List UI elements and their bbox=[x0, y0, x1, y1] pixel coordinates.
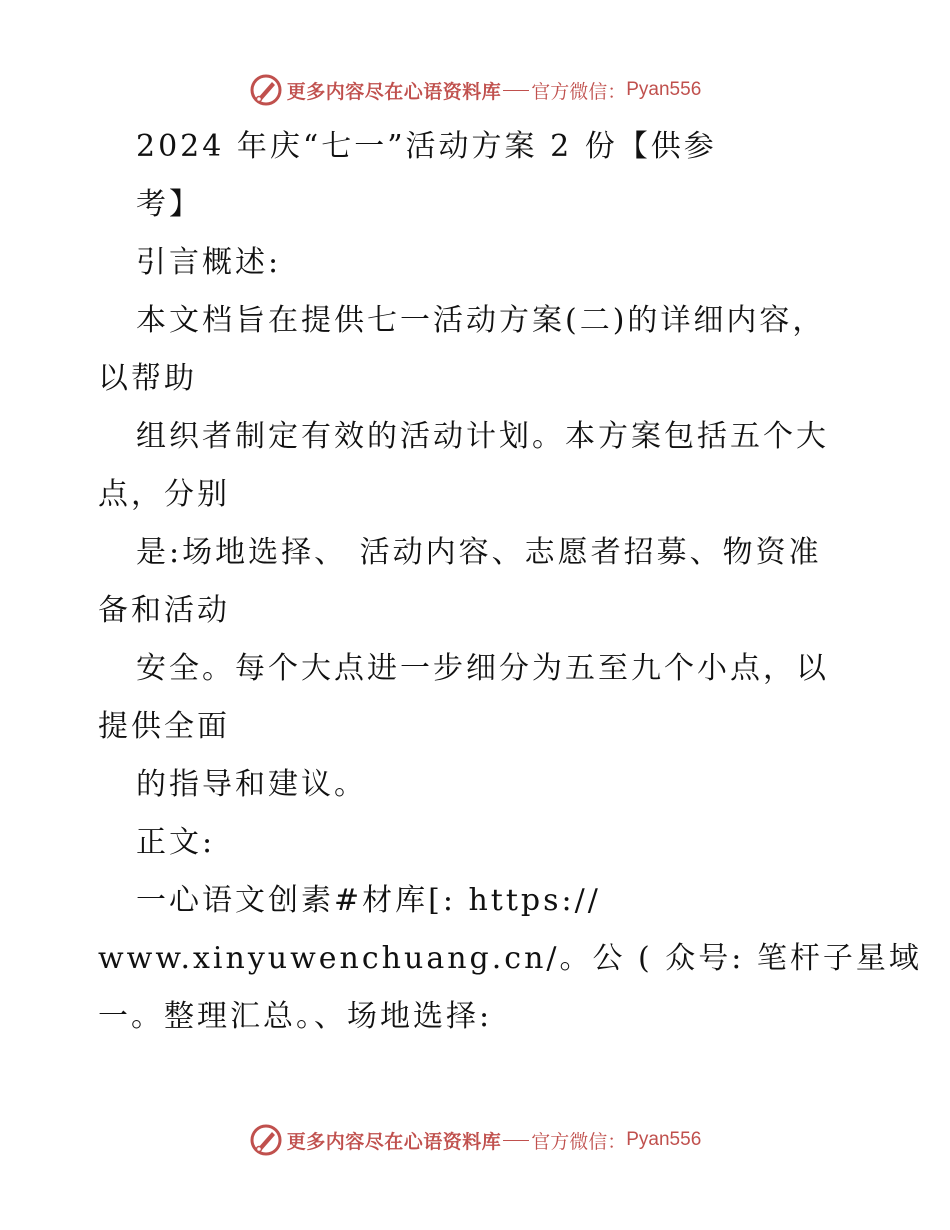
doc-paragraph-line: 组织者制定有效的活动计划。本方案包括五个大 bbox=[136, 419, 829, 454]
doc-paragraph-line: 一心语文创素#材库[: https:// bbox=[136, 883, 601, 918]
header-banner bbox=[0, 70, 950, 110]
doc-paragraph-line: www.xinyuwenchuang.cn/。公 ( 众号: 笔杆子星域 bbox=[98, 941, 922, 976]
pen-seal-logo-icon bbox=[249, 1123, 283, 1157]
banner-wechat-label: 官方微信： bbox=[531, 80, 627, 103]
doc-paragraph-line: 提供全面 bbox=[98, 709, 230, 744]
doc-paragraph-line: 以帮助 bbox=[98, 361, 197, 396]
banner-wechat-id: Pyan556 bbox=[626, 79, 702, 100]
doc-paragraph-line: 安全。每个大点进一步细分为五至九个小点，以 bbox=[136, 651, 829, 686]
document-body bbox=[98, 118, 922, 1046]
banner-divider bbox=[503, 1140, 529, 1141]
doc-paragraph-line: 本文档旨在提供七一活动方案(二)的详细内容， bbox=[136, 303, 826, 338]
doc-heading-body: 正文: bbox=[136, 825, 216, 860]
footer-banner bbox=[0, 1120, 950, 1160]
banner-title: 更多内容尽在心语资料库 bbox=[286, 80, 502, 103]
banner-wechat-id: Pyan556 bbox=[626, 1129, 702, 1150]
banner-wechat-label: 官方微信： bbox=[531, 1130, 627, 1153]
doc-paragraph-line: 点，分别 bbox=[98, 477, 230, 512]
doc-paragraph-line: 是:场地选择、 活动内容、志愿者招募、物资准 bbox=[136, 535, 822, 570]
doc-paragraph-line: 备和活动 bbox=[98, 593, 230, 628]
doc-paragraph-line: 一。整理汇总。、场地选择: bbox=[98, 999, 493, 1034]
pen-seal-logo-icon bbox=[249, 73, 283, 107]
banner-divider bbox=[503, 90, 529, 91]
banner-title: 更多内容尽在心语资料库 bbox=[286, 1130, 502, 1153]
doc-paragraph-line: 的指导和建议。 bbox=[136, 767, 367, 802]
doc-title-line-1: 2024 年庆“七一”活动方案 2 份【供参 bbox=[136, 129, 717, 164]
doc-heading-intro: 引言概述: bbox=[136, 245, 282, 280]
doc-title-line-2: 考】 bbox=[136, 187, 202, 222]
